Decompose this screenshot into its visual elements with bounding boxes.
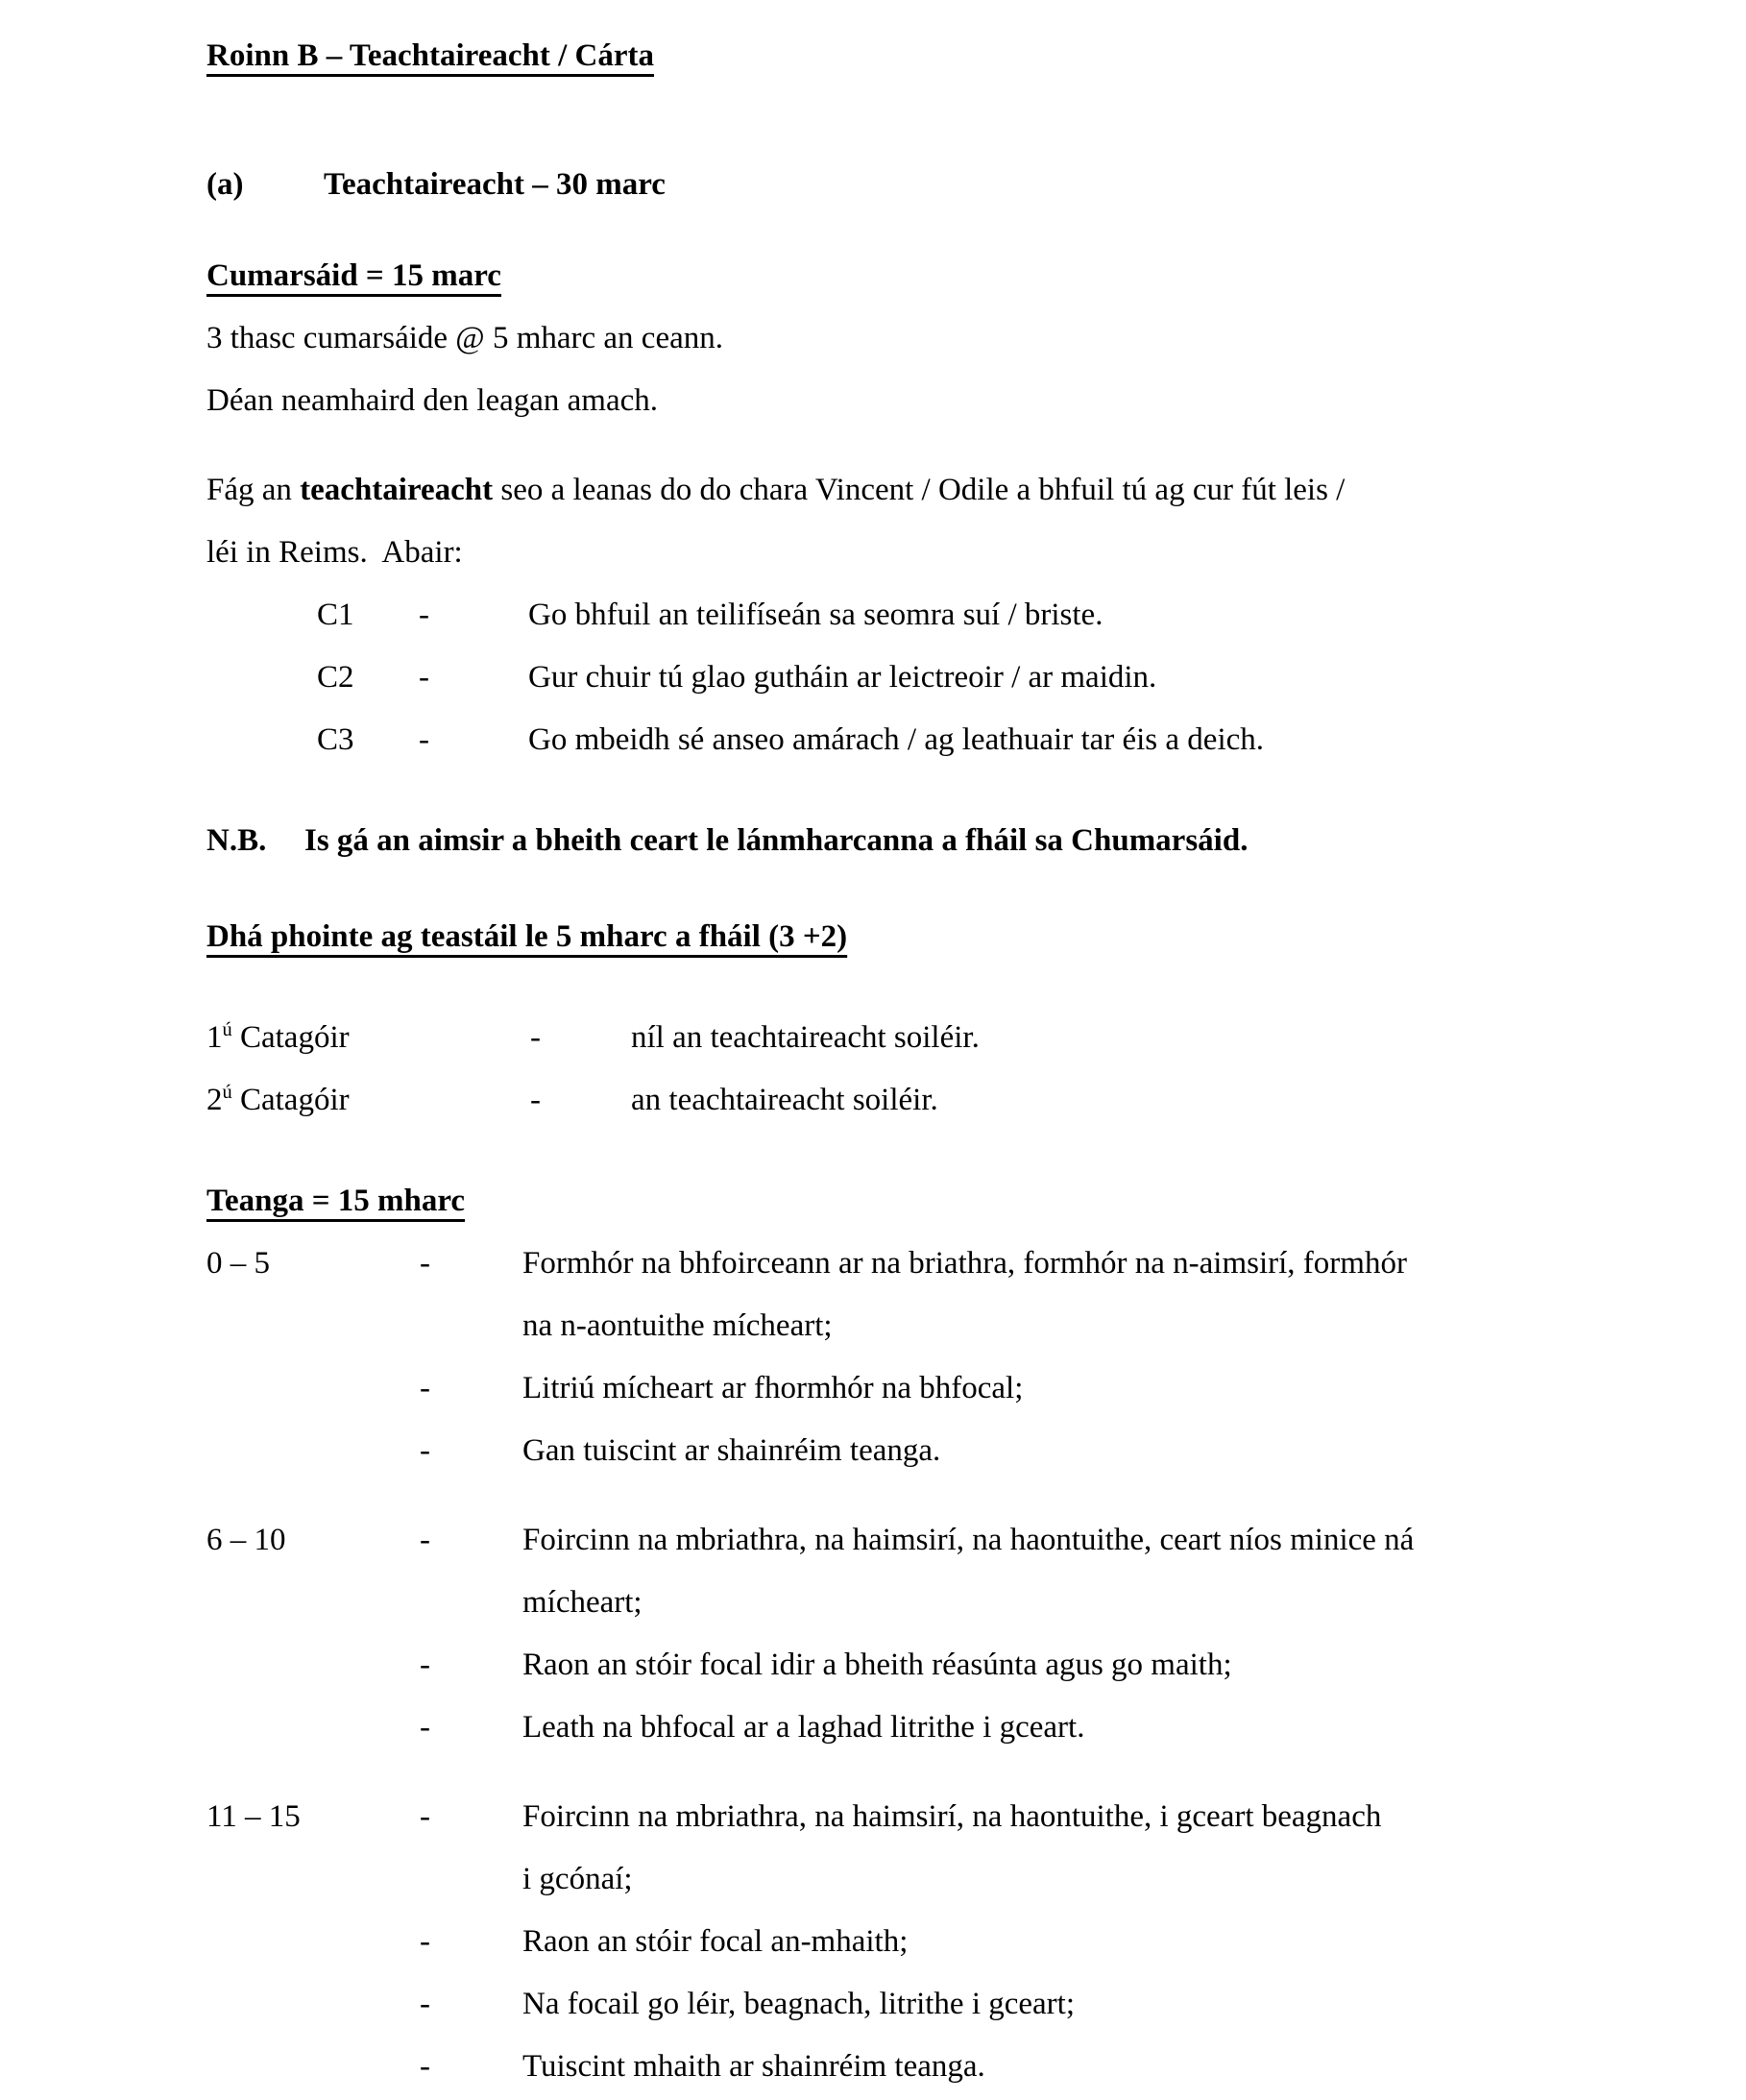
section-a-label: (a) [206, 167, 244, 202]
task-text: Go bhfuil an teilifíseán sa seomra suí / briste. [528, 598, 1103, 632]
dash: - [420, 1371, 430, 1405]
task-row-c3 [317, 709, 1602, 771]
dash: - [420, 1648, 430, 1682]
dash: - [420, 2049, 430, 2084]
section-a-title: Teachtaireacht – 30 marc [324, 167, 666, 202]
cumarsaid-line1: 3 thasc cumarsáide @ 5 mharc an ceann. [206, 321, 723, 355]
nb-note [206, 810, 1602, 872]
dash: - [420, 1433, 430, 1468]
task-label: C3 [317, 722, 354, 757]
band-11-15-item-2 [206, 1911, 1602, 1973]
band-0-5-item-1 [206, 1233, 1602, 1357]
band-item-text: Gan tuiscint ar shainréim teanga. [522, 1433, 941, 1468]
cumarsaid-line2: Déan neamhaird den leagan amach. [206, 383, 659, 418]
dash: - [420, 1246, 430, 1281]
band-11-15-item-3 [206, 1973, 1602, 2036]
intro-bold-word: teachtaireacht [300, 473, 494, 507]
dash: - [420, 1710, 430, 1745]
band-0-5-item-3 [206, 1420, 1602, 1482]
points-heading: Dhá phointe ag teastáil le 5 mharc a fháil (3 +2) [206, 919, 848, 954]
page-title: Roinn B – Teachtaireacht / Cárta [206, 38, 654, 73]
dash: - [419, 722, 429, 757]
band-range: 11 – 15 [206, 1799, 301, 1834]
cumarsaid-heading: Cumarsáid = 15 marc [206, 258, 501, 293]
band-item-text: Tuiscint mhaith ar shainréim teanga. [522, 2049, 985, 2084]
band-item-text: Raon an stóir focal idir a bheith réasúnta agus go maith; [522, 1648, 1232, 1682]
band-range: 0 – 5 [206, 1246, 270, 1281]
category-label: $1^ú$ Catagóir [206, 1019, 350, 1055]
task-label: C1 [317, 598, 354, 632]
section-a-row [206, 154, 1602, 216]
task-text: Go mbeidh sé anseo amárach / ag leathuair tar éis a deich. [528, 722, 1265, 757]
band-6-10-item-3 [206, 1697, 1602, 1759]
band-range: 6 – 10 [206, 1523, 286, 1557]
intro-line1: Fág an teachtaireacht seo a leanas do do chara Vincent / Odile a bhfuil tú ag cur fút leis / [206, 473, 1346, 507]
dash: - [419, 660, 429, 695]
band-11-15-item-4 [206, 2036, 1602, 2098]
task-row-c1 [317, 584, 1602, 647]
task-row-c2 [317, 647, 1602, 709]
intro-paragraph [206, 459, 1602, 584]
ordinal-suffix: ú [222, 1019, 232, 1040]
category-text: níl an teachtaireacht soiléir. [631, 1020, 980, 1055]
nb-text: Is gá an aimsir a bheith ceart le lánmharcanna a fháil sa Chumarsáid. [304, 823, 1249, 858]
band-item-text: Leath na bhfocal ar a laghad litrithe i gceart. [522, 1710, 1085, 1745]
dash: - [420, 1987, 430, 2021]
band-0-5-item-2 [206, 1357, 1602, 1420]
teanga-heading: Teanga = 15 mharc [206, 1184, 466, 1218]
band-item-text: Foircinn na mbriathra, na haimsirí, na haontuithe, ceart níos minice ná mícheart; [522, 1523, 1415, 1620]
band-6-10-item-1 [206, 1509, 1602, 1634]
task-label: C2 [317, 660, 354, 695]
band-item-text: Litriú mícheart ar fhormhór na bhfocal; [522, 1371, 1024, 1405]
category-row-2 [206, 1069, 1602, 1132]
band-item-text: Na focail go léir, beagnach, litrithe i gceart; [522, 1987, 1076, 2021]
dash: - [420, 1924, 430, 1959]
dash: - [420, 1523, 430, 1557]
band-item-text: Raon an stóir focal an-mhaith; [522, 1924, 909, 1959]
band-6-10-item-2 [206, 1634, 1602, 1697]
dash: - [419, 598, 429, 632]
band-item-text: Formhór na bhfoirceann ar na briathra, formhór na n-aimsirí, formhór na n-aontuithe mícheart; [522, 1246, 1407, 1343]
category-text: an teachtaireacht soiléir. [631, 1083, 938, 1117]
band-11-15-item-1 [206, 1786, 1602, 1911]
intro-line2: léi in Reims. Abair: [206, 535, 463, 570]
ordinal-suffix: ú [222, 1082, 232, 1103]
category-row-1 [206, 1007, 1602, 1069]
task-text: Gur chuir tú glao gutháin ar leictreoir / ar maidin. [528, 660, 1157, 695]
category-label: $2^ú$ Catagóir [206, 1082, 350, 1117]
dash: - [420, 1799, 430, 1834]
band-item-text: Foircinn na mbriathra, na haimsirí, na haontuithe, i gceart beagnach i gcónaí; [522, 1799, 1382, 1896]
dash: - [530, 1083, 541, 1117]
dash: - [530, 1020, 541, 1055]
nb-label: N.B. [206, 823, 267, 858]
